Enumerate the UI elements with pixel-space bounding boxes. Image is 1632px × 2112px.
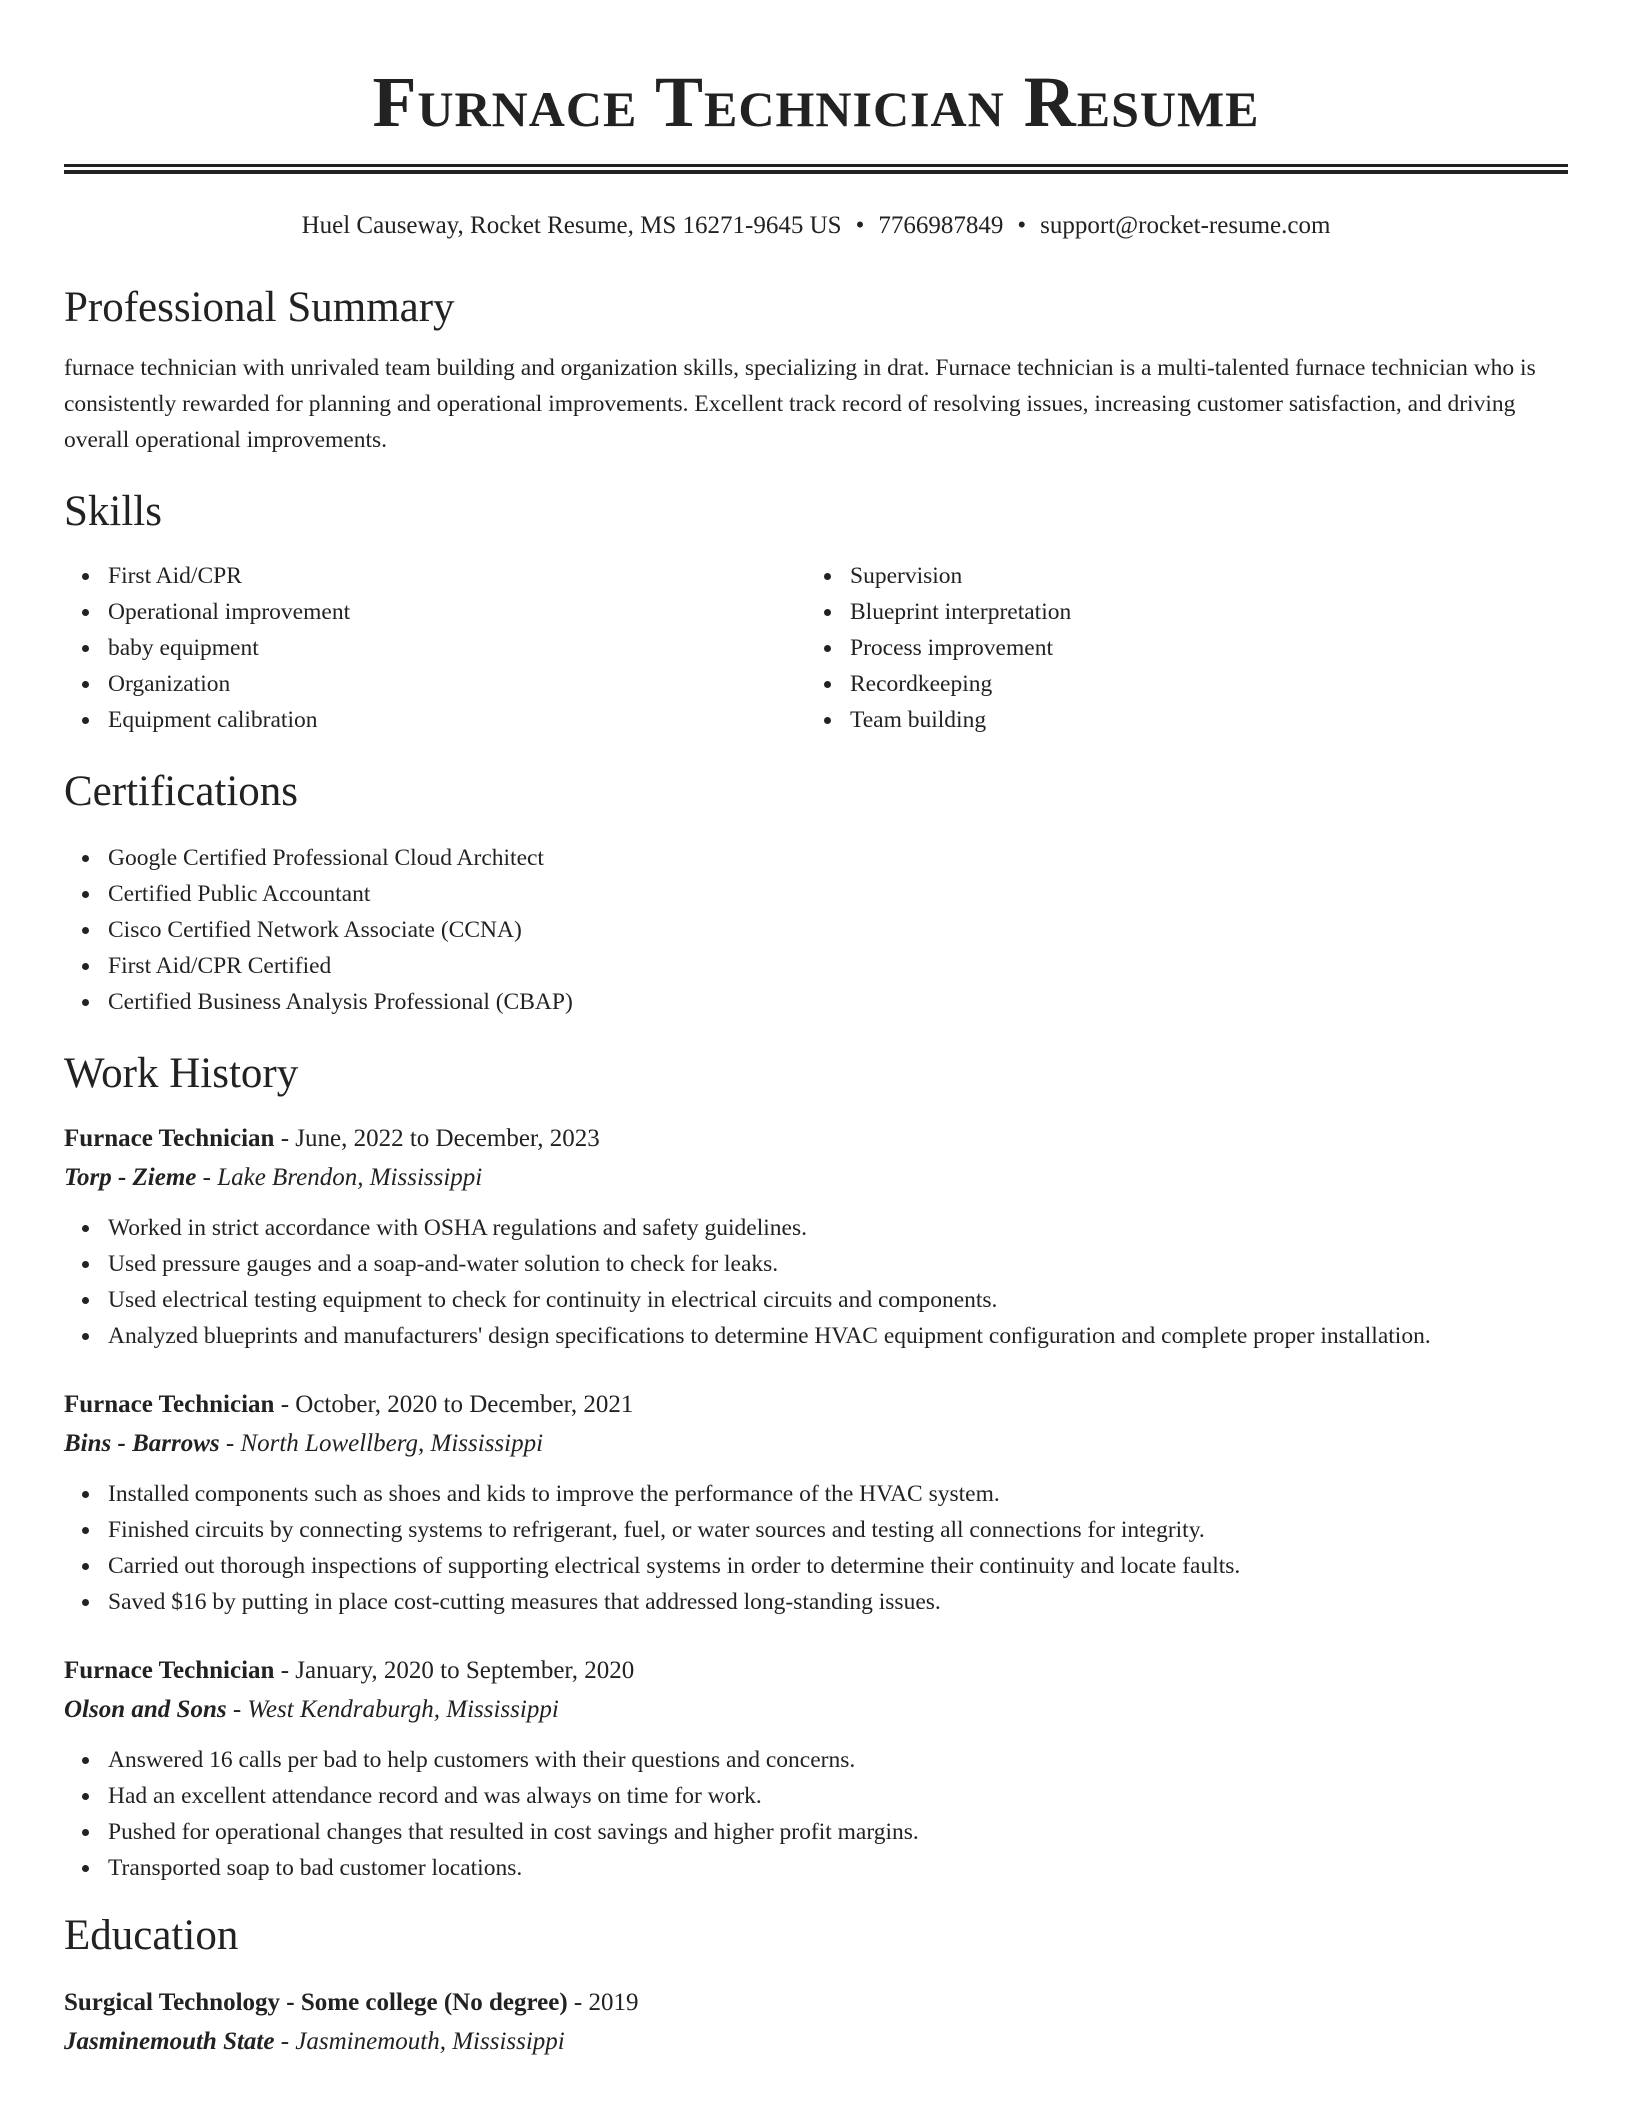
education-year: - 2019 <box>567 1989 639 2016</box>
job-dates: - October, 2020 to December, 2021 <box>274 1391 634 1418</box>
job-duty: Pushed for operational changes that resulted in cost savings and higher profit margins. <box>64 1814 1568 1850</box>
job-company: Bins - Barrows <box>64 1430 220 1457</box>
certification-item: Certified Public Accountant <box>64 876 1568 912</box>
certifications-heading: Certifications <box>64 768 299 815</box>
education-entry <box>64 1984 1568 2062</box>
job-header <box>64 1120 1568 1158</box>
work-history-heading: Work History <box>64 1050 299 1097</box>
skill-item: Process improvement <box>806 630 1548 666</box>
certification-item: Google Certified Professional Cloud Architect <box>64 840 1568 876</box>
contact-email: support@rocket-resume.com <box>1040 212 1331 239</box>
job-duty: Installed components such as shoes and kids to improve the performance of the HVAC system. <box>64 1476 1568 1512</box>
summary-text: furnace technician with unrivaled team building and organization skills, specializing in drat. Furnace technician is a multi-talented furnace technician who is consistently rewarded for planning and operational improvements. Excellent track record of resolving issues, increasing customer satisfaction, and driving overall operational improvements. <box>64 355 1536 453</box>
job-entry <box>64 1120 1568 1354</box>
title-divider <box>64 164 1568 174</box>
contact-phone: 7766987849 <box>878 212 1004 239</box>
summary-section <box>64 282 1568 458</box>
certification-item: Certified Business Analysis Professional (CBAP) <box>64 984 1568 1020</box>
education-section <box>64 1910 1568 2062</box>
education-school: Jasminemouth State <box>64 2028 275 2055</box>
skills-column-right <box>806 558 1548 738</box>
job-company: Olson and Sons <box>64 1696 227 1723</box>
job-employer <box>64 1158 1568 1198</box>
job-header <box>64 1386 1568 1424</box>
education-location: - Jasminemouth, Mississippi <box>274 2028 565 2055</box>
job-location: - West Kendraburgh, Mississippi <box>226 1696 559 1723</box>
skill-item: Blueprint interpretation <box>806 594 1548 630</box>
skill-item: baby equipment <box>64 630 806 666</box>
job-duty: Used electrical testing equipment to check for continuity in electrical circuits and components. <box>64 1282 1568 1318</box>
certifications-list <box>64 840 1568 1020</box>
skill-item: Operational improvement <box>64 594 806 630</box>
job-duty: Saved $16 by putting in place cost-cutting measures that addressed long-standing issues. <box>64 1584 1568 1620</box>
contact-line <box>64 210 1568 242</box>
job-header <box>64 1652 1568 1690</box>
resume-title: Furnace Technician Resume <box>372 62 1260 142</box>
skills-heading: Skills <box>64 488 162 535</box>
job-duties-list <box>64 1476 1568 1620</box>
job-title: Furnace Technician <box>64 1657 275 1684</box>
certifications-section <box>64 766 1568 1020</box>
job-entry <box>64 1386 1568 1620</box>
education-header <box>64 1984 1568 2022</box>
job-location: - North Lowellberg, Mississippi <box>219 1430 544 1457</box>
job-title: Furnace Technician <box>64 1125 275 1152</box>
work-history-section <box>64 1048 1568 1886</box>
education-degree: Surgical Technology - Some college (No degree) <box>64 1989 568 2016</box>
job-duty: Had an excellent attendance record and was always on time for work. <box>64 1778 1568 1814</box>
skills-column-left <box>64 558 806 738</box>
skills-section <box>64 486 1568 738</box>
certification-item: First Aid/CPR Certified <box>64 948 1568 984</box>
skill-item: Equipment calibration <box>64 702 806 738</box>
job-duties-list <box>64 1742 1568 1886</box>
job-duty: Used pressure gauges and a soap-and-water solution to check for leaks. <box>64 1246 1568 1282</box>
summary-heading: Professional Summary <box>64 284 455 331</box>
contact-separator: • <box>1017 212 1027 239</box>
job-dates: - June, 2022 to December, 2023 <box>274 1125 600 1152</box>
education-institution <box>64 2022 1568 2062</box>
job-dates: - January, 2020 to September, 2020 <box>274 1657 635 1684</box>
job-title: Furnace Technician <box>64 1391 275 1418</box>
certification-item: Cisco Certified Network Associate (CCNA) <box>64 912 1568 948</box>
job-duty: Transported soap to bad customer locations. <box>64 1850 1568 1886</box>
job-company: Torp - Zieme <box>64 1164 197 1191</box>
education-heading: Education <box>64 1912 239 1959</box>
skills-grid <box>64 558 1568 738</box>
skill-item: Organization <box>64 666 806 702</box>
job-duty: Answered 16 calls per bad to help customers with their questions and concerns. <box>64 1742 1568 1778</box>
job-entry <box>64 1652 1568 1886</box>
job-duty: Worked in strict accordance with OSHA regulations and safety guidelines. <box>64 1210 1568 1246</box>
job-duty: Analyzed blueprints and manufacturers' design specifications to determine HVAC equipment configuration and complete proper installation. <box>64 1318 1568 1354</box>
job-duty: Carried out thorough inspections of supporting electrical systems in order to determine their continuity and locate faults. <box>64 1548 1568 1584</box>
contact-address: Huel Causeway, Rocket Resume, MS 16271-9645 US <box>301 212 842 239</box>
job-employer <box>64 1424 1568 1464</box>
job-location: - Lake Brendon, Mississippi <box>196 1164 483 1191</box>
skill-item: Supervision <box>806 558 1548 594</box>
job-employer <box>64 1690 1568 1730</box>
job-duties-list <box>64 1210 1568 1354</box>
contact-separator: • <box>855 212 865 239</box>
skill-item: Recordkeeping <box>806 666 1548 702</box>
skill-item: Team building <box>806 702 1548 738</box>
job-duty: Finished circuits by connecting systems to refrigerant, fuel, or water sources and testing all connections for integrity. <box>64 1512 1568 1548</box>
skill-item: First Aid/CPR <box>64 558 806 594</box>
